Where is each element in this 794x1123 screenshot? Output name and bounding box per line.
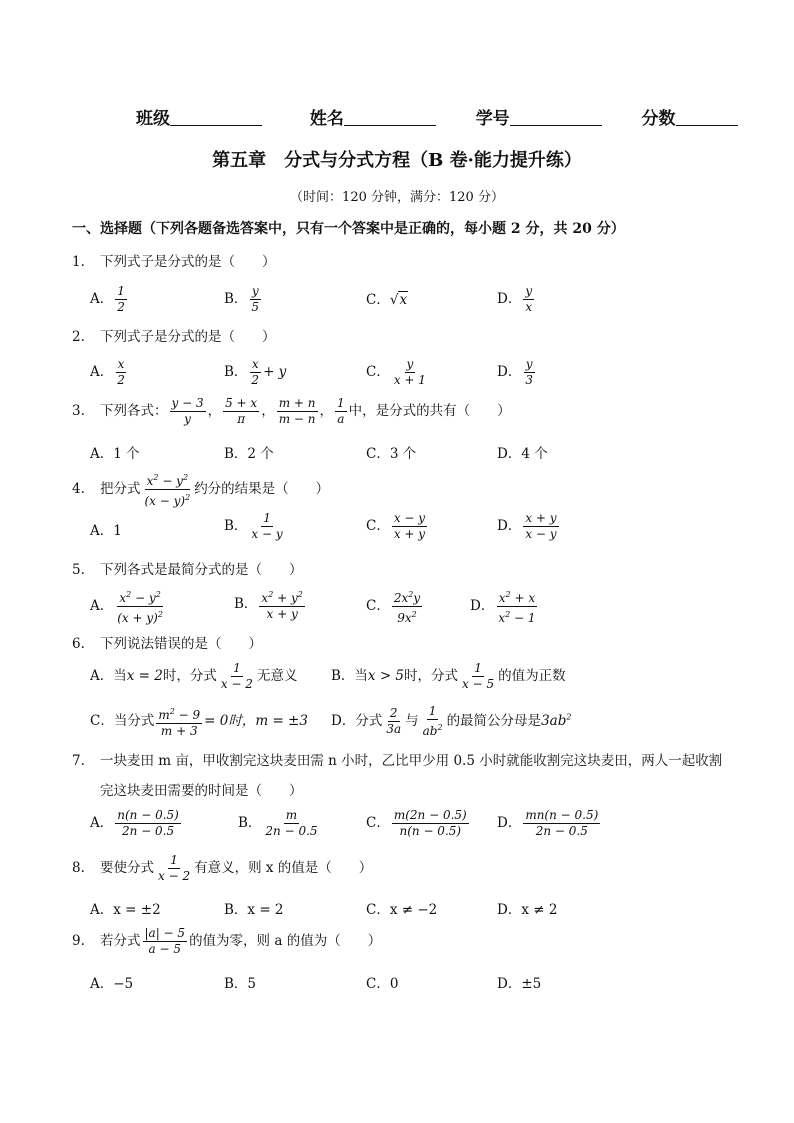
- q8-option-c[interactable]: C．x ≠ −2: [366, 902, 438, 918]
- class-blank[interactable]: [170, 107, 262, 126]
- q5-option-a[interactable]: A． $\frac{x^2 - y^2}{(x + y)^2}$: [90, 587, 167, 626]
- question-9: 9. 若分式 $\frac{|a| - 5}{a - 5}$ 的值为零，则 a 的值为（ ）: [72, 926, 382, 956]
- q6-option-d[interactable]: D．分式 $\frac{2}{3a}$ 与 $\frac{1}{ab^2}$ 的最简公分母是$3ab^2$: [331, 704, 572, 738]
- q1-option-c[interactable]: C．√x: [366, 292, 408, 308]
- q6-option-b[interactable]: B．当x > 5时，分式 $\frac{1}{x - 5}$ 的值为正数: [331, 661, 566, 691]
- q2-option-c[interactable]: C． $\frac{y}{x + 1}$: [366, 357, 426, 387]
- question-8: 8. 要使分式 $\frac{1}{x - 2}$ 有意义，则 x 的值是（ ）: [72, 853, 373, 883]
- q1-option-a[interactable]: A． $\frac{1}{2}$: [90, 284, 125, 314]
- q2-option-d[interactable]: D． $\frac{y}{3}$: [497, 357, 533, 387]
- id-label: 学号: [475, 109, 510, 129]
- q4-option-c[interactable]: C． $\frac{x - y}{x + y}$: [366, 511, 426, 541]
- name-blank[interactable]: [344, 107, 436, 126]
- q8-option-b[interactable]: B．x = 2: [224, 902, 284, 918]
- q9-option-c[interactable]: C．0: [366, 976, 399, 992]
- q9-option-a[interactable]: A．−5: [90, 976, 134, 992]
- q3-option-d[interactable]: D．4 个: [497, 446, 548, 462]
- page-title: 第五章 分式与分式方程（B 卷·能力提升练）: [212, 150, 582, 171]
- q3-option-c[interactable]: C．3 个: [366, 446, 417, 462]
- student-info-header: [136, 104, 738, 129]
- question-6: 6. 下列说法错误的是（ ）: [72, 636, 262, 652]
- q4-option-b[interactable]: B． $\frac{1}{x - y}$: [224, 511, 283, 541]
- q5-option-b[interactable]: B． $\frac{x^2 + y^2}{x + y}$: [234, 587, 307, 622]
- q9-option-b[interactable]: B．5: [224, 976, 257, 992]
- q4-option-d[interactable]: D． $\frac{x + y}{x - y}$: [497, 511, 557, 541]
- q7-option-d[interactable]: D． $\frac{mn(n - 0.5)}{2n - 0.5}$: [497, 808, 599, 838]
- name-label: 姓名: [309, 109, 344, 129]
- q7-option-c[interactable]: C． $\frac{m(2n - 0.5)}{n(n - 0.5)}$: [366, 808, 467, 838]
- q1-option-b[interactable]: B． $\frac{y}{5}$: [224, 284, 260, 314]
- question-7-line-2: 完这块麦田需要的时间是（ ）: [100, 783, 303, 799]
- q7-option-b[interactable]: B． $\frac{m}{2n - 0.5}$: [238, 808, 318, 838]
- q5-option-d[interactable]: D． $\frac{x^2 + x}{x^2 - 1}$: [470, 587, 540, 626]
- section-heading: 一、选择题（下列各题备选答案中，只有一个答案中是正确的，每小题 2 分，共 20 分）: [72, 221, 625, 237]
- question-3: 3. 下列各式： $\frac{y - 3}{y}$ ， $\frac{5 + x}{\pi}$ ， $\frac{m + n}{m - n}$ ， $\frac{1}{a}$ 中，是分式的共有（ ）: [72, 396, 511, 426]
- page-subtitle: （时间：120 分钟，满分：120 分）: [290, 190, 504, 205]
- q6-option-c[interactable]: C．当分式 $\frac{m^2 - 9}{m + 3}$ = 0时，m = ±3: [90, 704, 308, 739]
- id-blank[interactable]: [510, 107, 602, 126]
- q8-option-a[interactable]: A．x = ±2: [90, 902, 161, 918]
- score-blank[interactable]: [676, 107, 738, 126]
- q4-option-a[interactable]: A．1: [90, 523, 122, 539]
- q1-option-d[interactable]: D． $\frac{y}{x}$: [497, 284, 533, 314]
- question-7: 7. 一块麦田 m 亩，甲收割完这块麦田需 n 小时，乙比甲少用 0.5 小时就能收割完这块麦田，两人一起收割: [72, 753, 723, 769]
- q6-option-a[interactable]: A．当x = 2时，分式 $\frac{1}{x - 2}$ 无意义: [90, 661, 298, 691]
- q2-option-b[interactable]: B． $\frac{x}{2}$ + y: [224, 357, 287, 387]
- q7-option-a[interactable]: A． $\frac{n(n - 0.5)}{2n - 0.5}$: [90, 808, 179, 838]
- q5-option-c[interactable]: C． $\frac{2x^2y}{9x^2}$: [366, 587, 424, 626]
- q8-option-d[interactable]: D．x ≠ 2: [497, 902, 558, 918]
- question-5: 5. 下列各式是最简分式的是（ ）: [72, 562, 303, 578]
- question-1: 1. 下列式子是分式的是（ ）: [72, 254, 276, 270]
- question-4: 4. 把分式 $\frac{x^2 - y^2}{(x - y)^2}$ 约分的结果是（ ）: [72, 470, 329, 509]
- question-2: 2. 下列式子是分式的是（ ）: [72, 329, 276, 345]
- q2-option-a[interactable]: A． $\frac{x}{2}$: [90, 357, 125, 387]
- q9-option-d[interactable]: D．±5: [497, 976, 542, 992]
- score-label: 分数: [641, 109, 676, 129]
- class-label: 班级: [136, 109, 170, 129]
- q3-option-b[interactable]: B．2 个: [224, 446, 274, 462]
- q3-option-a[interactable]: A．1 个: [90, 446, 140, 462]
